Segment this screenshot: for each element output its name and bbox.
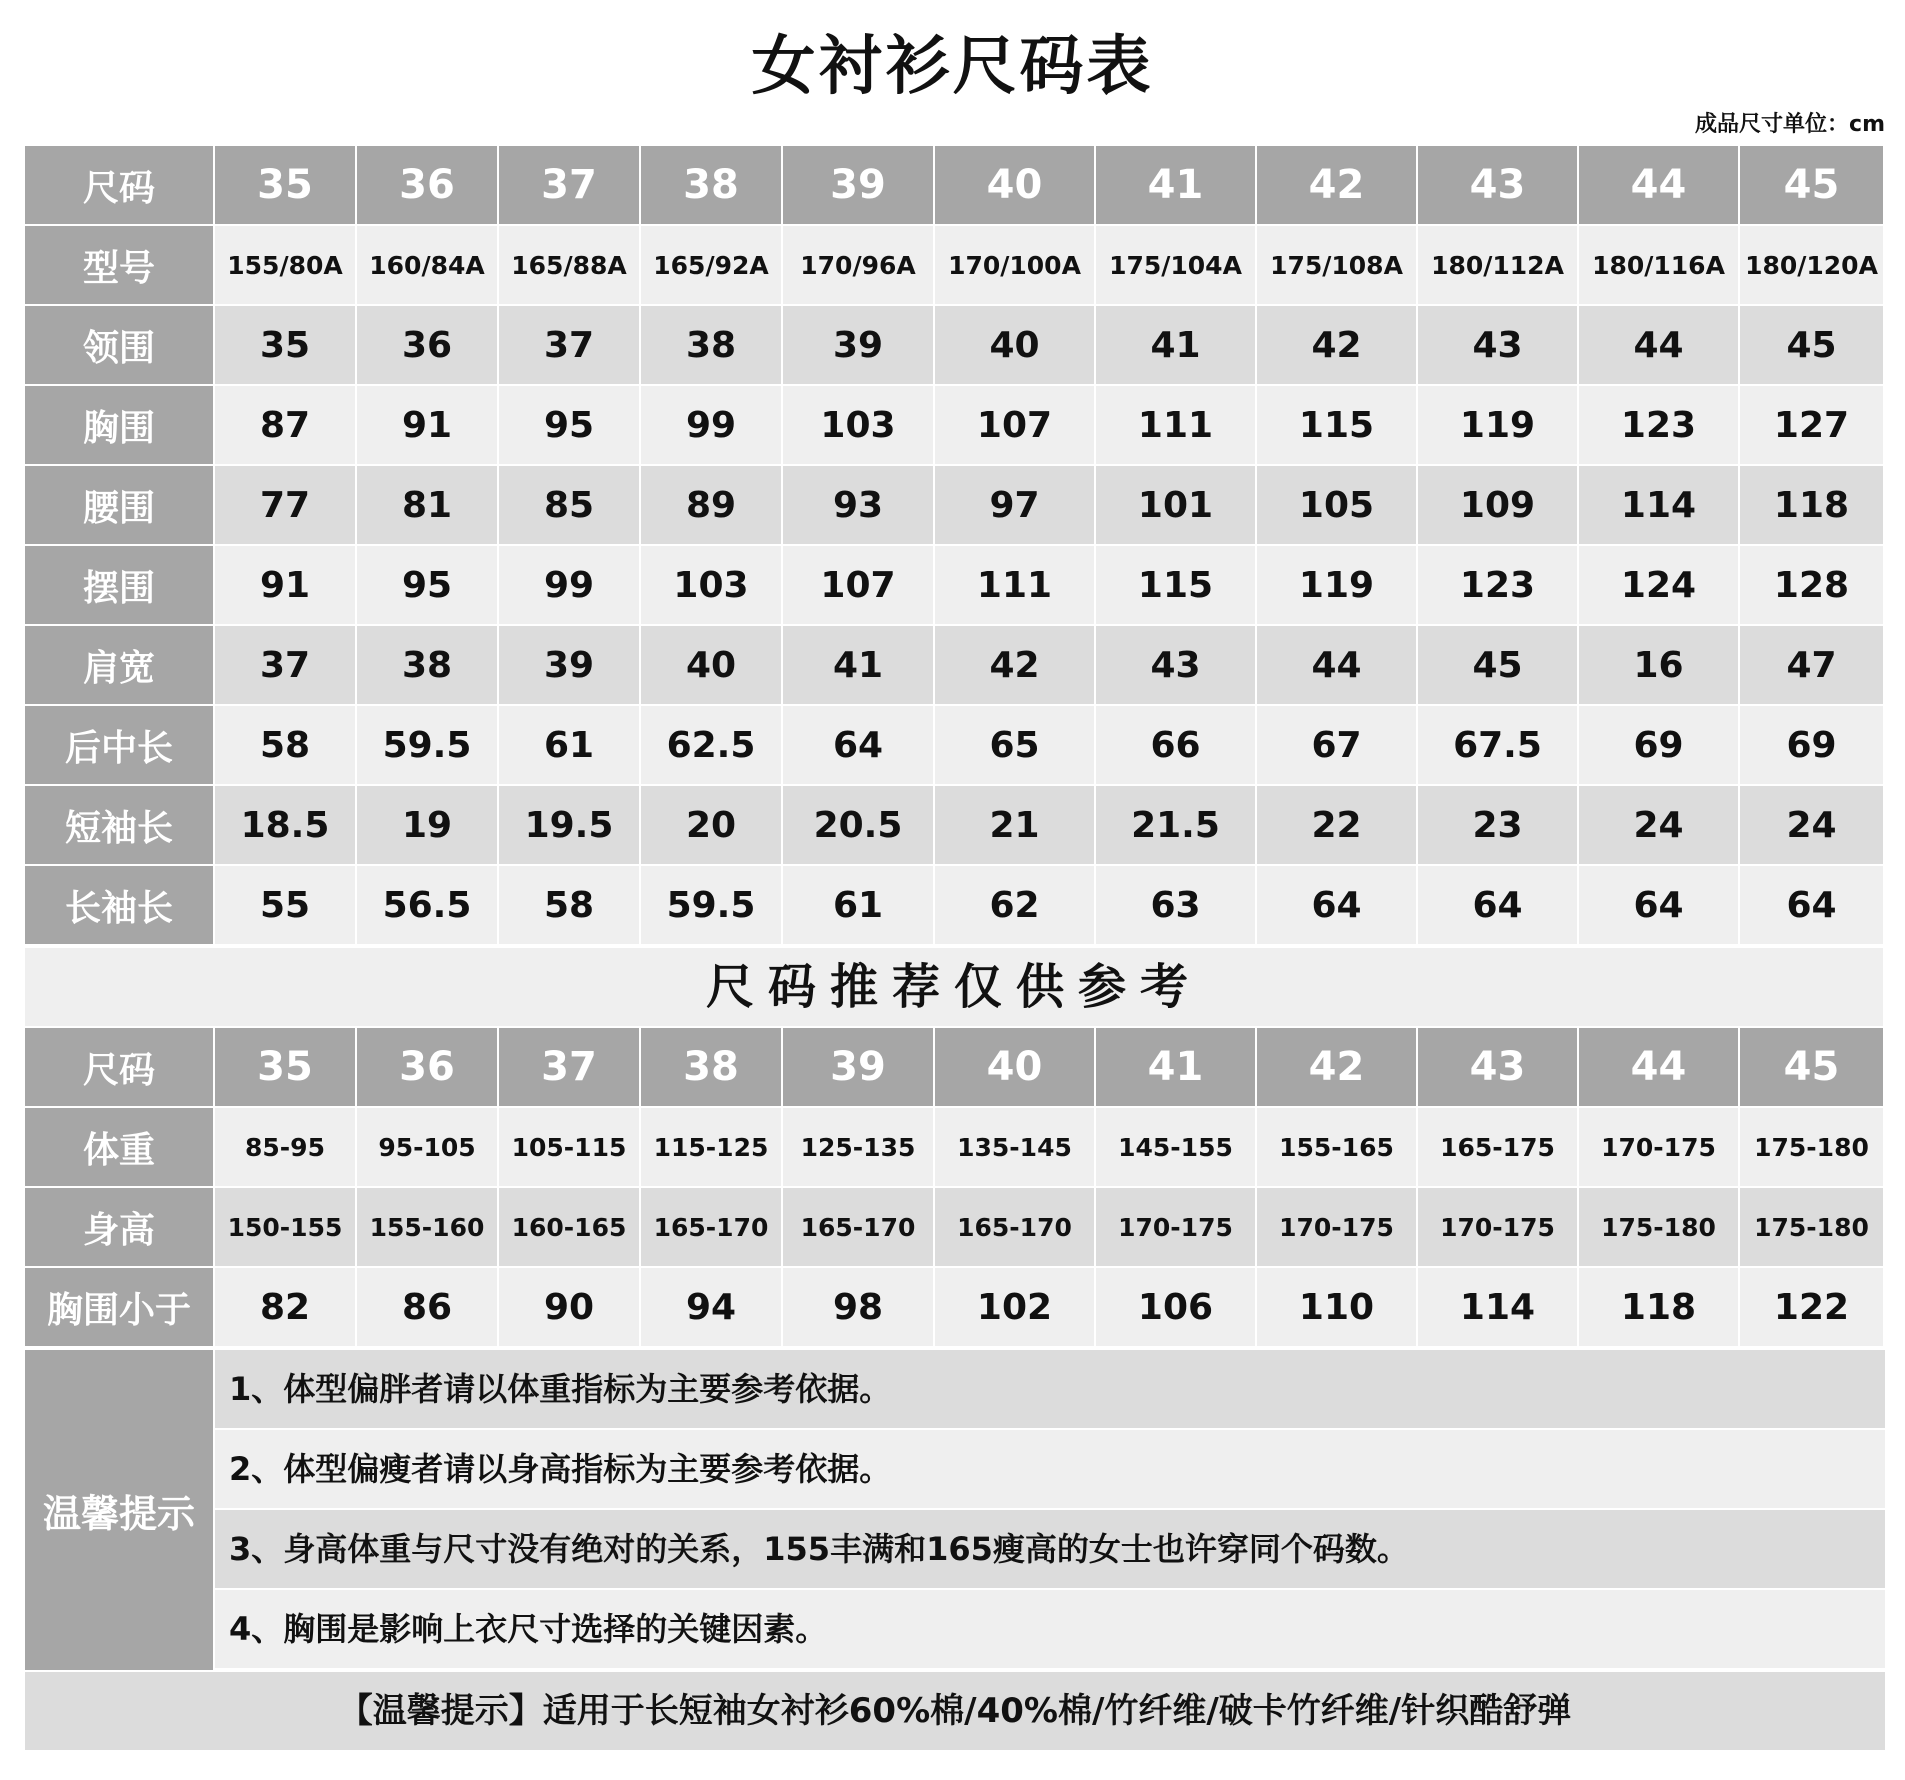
table-cell: 180/116A bbox=[1579, 226, 1740, 306]
unit-note: 成品尺寸单位：cm bbox=[1695, 112, 1885, 137]
row-label: 腰围 bbox=[25, 466, 215, 546]
table-cell: 81 bbox=[357, 466, 499, 546]
size-header-cell: 40 bbox=[935, 1028, 1096, 1108]
size-header-cell: 44 bbox=[1579, 1028, 1740, 1108]
table-cell: 91 bbox=[215, 546, 357, 626]
table-cell: 37 bbox=[499, 306, 641, 386]
table-cell: 67.5 bbox=[1418, 706, 1579, 786]
table-cell: 24 bbox=[1579, 786, 1740, 866]
table-cell: 115-125 bbox=[641, 1108, 783, 1188]
table-row bbox=[25, 386, 1885, 466]
table-cell: 99 bbox=[499, 546, 641, 626]
table-cell: 35 bbox=[215, 306, 357, 386]
recommend-table bbox=[25, 1028, 1885, 1348]
table-cell: 114 bbox=[1418, 1268, 1579, 1348]
table-cell: 45 bbox=[1740, 306, 1885, 386]
table-cell: 69 bbox=[1740, 706, 1885, 786]
size-header-cell: 38 bbox=[641, 146, 783, 226]
table-cell: 20.5 bbox=[783, 786, 935, 866]
table-cell: 44 bbox=[1579, 306, 1740, 386]
table-cell: 87 bbox=[215, 386, 357, 466]
table-cell: 37 bbox=[215, 626, 357, 706]
table-cell: 63 bbox=[1096, 866, 1257, 946]
table-cell: 62 bbox=[935, 866, 1096, 946]
table-cell: 22 bbox=[1257, 786, 1418, 866]
table-cell: 41 bbox=[783, 626, 935, 706]
table-cell: 155/80A bbox=[215, 226, 357, 306]
table-cell: 111 bbox=[1096, 386, 1257, 466]
table-header-row bbox=[25, 146, 1885, 226]
table-cell: 94 bbox=[641, 1268, 783, 1348]
size-header-cell: 38 bbox=[641, 1028, 783, 1108]
table-cell: 123 bbox=[1579, 386, 1740, 466]
table-cell: 160/84A bbox=[357, 226, 499, 306]
row-label: 摆围 bbox=[25, 546, 215, 626]
table-cell: 42 bbox=[1257, 306, 1418, 386]
table-cell: 59.5 bbox=[357, 706, 499, 786]
table-cell: 170/96A bbox=[783, 226, 935, 306]
size-header-cell: 43 bbox=[1418, 1028, 1579, 1108]
table-cell: 44 bbox=[1257, 626, 1418, 706]
table-cell: 102 bbox=[935, 1268, 1096, 1348]
table-cell: 43 bbox=[1418, 306, 1579, 386]
table-row bbox=[25, 1268, 1885, 1348]
table-cell: 103 bbox=[783, 386, 935, 466]
row-label: 肩宽 bbox=[25, 626, 215, 706]
table-cell: 16 bbox=[1579, 626, 1740, 706]
table-cell: 39 bbox=[783, 306, 935, 386]
row-label: 胸围 bbox=[25, 386, 215, 466]
size-header-cell: 41 bbox=[1096, 1028, 1257, 1108]
table-cell: 40 bbox=[641, 626, 783, 706]
table-cell: 41 bbox=[1096, 306, 1257, 386]
table-cell: 40 bbox=[935, 306, 1096, 386]
table-cell: 61 bbox=[783, 866, 935, 946]
table-cell: 82 bbox=[215, 1268, 357, 1348]
table-cell: 115 bbox=[1257, 386, 1418, 466]
tip-line: 2、体型偏瘦者请以身高指标为主要参考依据。 bbox=[215, 1430, 1885, 1508]
table-cell: 165/92A bbox=[641, 226, 783, 306]
row-label: 体重 bbox=[25, 1108, 215, 1188]
table-cell: 107 bbox=[935, 386, 1096, 466]
size-header-cell: 44 bbox=[1579, 146, 1740, 226]
table-cell: 85-95 bbox=[215, 1108, 357, 1188]
row-label: 尺码 bbox=[25, 146, 215, 226]
table-cell: 67 bbox=[1257, 706, 1418, 786]
table-cell: 85 bbox=[499, 466, 641, 546]
table-cell: 23 bbox=[1418, 786, 1579, 866]
table-cell: 175-180 bbox=[1740, 1188, 1885, 1268]
tip-line: 3、身高体重与尺寸没有绝对的关系，155丰满和165瘦高的女士也许穿同个码数。 bbox=[215, 1510, 1885, 1588]
table-cell: 175/104A bbox=[1096, 226, 1257, 306]
size-header-cell: 41 bbox=[1096, 146, 1257, 226]
table-row bbox=[25, 786, 1885, 866]
table-cell: 165-170 bbox=[641, 1188, 783, 1268]
table-cell: 107 bbox=[783, 546, 935, 626]
page-title: 女衬衫尺码表 bbox=[751, 30, 1154, 104]
table-cell: 170-175 bbox=[1096, 1188, 1257, 1268]
table-cell: 86 bbox=[357, 1268, 499, 1348]
table-cell: 98 bbox=[783, 1268, 935, 1348]
table-cell: 21.5 bbox=[1096, 786, 1257, 866]
size-header-cell: 39 bbox=[783, 146, 935, 226]
size-header-cell: 35 bbox=[215, 1028, 357, 1108]
table-cell: 165-170 bbox=[935, 1188, 1096, 1268]
footer-note: 【温馨提示】适用于长短袖女衬衫60%棉/40%棉/竹纤维/破卡竹纤维/针织酷舒弹 bbox=[25, 1672, 1885, 1750]
table-cell: 170-175 bbox=[1418, 1188, 1579, 1268]
table-cell: 165/88A bbox=[499, 226, 641, 306]
table-cell: 128 bbox=[1740, 546, 1885, 626]
table-cell: 118 bbox=[1740, 466, 1885, 546]
table-cell: 105-115 bbox=[499, 1108, 641, 1188]
table-cell: 62.5 bbox=[641, 706, 783, 786]
table-cell: 36 bbox=[357, 306, 499, 386]
row-label: 后中长 bbox=[25, 706, 215, 786]
table-cell: 39 bbox=[499, 626, 641, 706]
table-cell: 115 bbox=[1096, 546, 1257, 626]
table-cell: 170-175 bbox=[1257, 1188, 1418, 1268]
table-cell: 145-155 bbox=[1096, 1108, 1257, 1188]
table-cell: 95 bbox=[499, 386, 641, 466]
table-row bbox=[25, 866, 1885, 946]
size-header-cell: 35 bbox=[215, 146, 357, 226]
table-row bbox=[25, 546, 1885, 626]
table-cell: 180/120A bbox=[1740, 226, 1885, 306]
table-cell: 64 bbox=[783, 706, 935, 786]
size-header-cell: 36 bbox=[357, 146, 499, 226]
size-header-cell: 39 bbox=[783, 1028, 935, 1108]
size-header-cell: 37 bbox=[499, 146, 641, 226]
size-header-cell: 37 bbox=[499, 1028, 641, 1108]
size-table bbox=[25, 146, 1885, 946]
table-cell: 175-180 bbox=[1740, 1108, 1885, 1188]
size-header-cell: 42 bbox=[1257, 146, 1418, 226]
row-label: 型号 bbox=[25, 226, 215, 306]
table-cell: 66 bbox=[1096, 706, 1257, 786]
size-header-cell: 45 bbox=[1740, 1028, 1885, 1108]
table-cell: 56.5 bbox=[357, 866, 499, 946]
table-cell: 19 bbox=[357, 786, 499, 866]
table-cell: 155-160 bbox=[357, 1188, 499, 1268]
table-cell: 38 bbox=[641, 306, 783, 386]
table-cell: 170/100A bbox=[935, 226, 1096, 306]
recommend-heading: 尺码推荐仅供参考 bbox=[25, 948, 1883, 1026]
table-cell: 119 bbox=[1418, 386, 1579, 466]
table-cell: 103 bbox=[641, 546, 783, 626]
row-label: 胸围小于 bbox=[25, 1268, 215, 1348]
table-cell: 135-145 bbox=[935, 1108, 1096, 1188]
tip-line: 4、胸围是影响上衣尺寸选择的关键因素。 bbox=[215, 1590, 1885, 1668]
table-cell: 165-175 bbox=[1418, 1108, 1579, 1188]
size-header-cell: 45 bbox=[1740, 146, 1885, 226]
table-cell: 123 bbox=[1418, 546, 1579, 626]
table-row bbox=[25, 306, 1885, 386]
table-row bbox=[25, 706, 1885, 786]
table-row bbox=[25, 466, 1885, 546]
table-cell: 90 bbox=[499, 1268, 641, 1348]
table-cell: 118 bbox=[1579, 1268, 1740, 1348]
row-label: 身高 bbox=[25, 1188, 215, 1268]
table-header-row bbox=[25, 1028, 1885, 1108]
table-cell: 38 bbox=[357, 626, 499, 706]
table-cell: 58 bbox=[499, 866, 641, 946]
table-cell: 21 bbox=[935, 786, 1096, 866]
table-cell: 65 bbox=[935, 706, 1096, 786]
table-cell: 55 bbox=[215, 866, 357, 946]
table-row bbox=[25, 1108, 1885, 1188]
table-cell: 89 bbox=[641, 466, 783, 546]
table-cell: 58 bbox=[215, 706, 357, 786]
table-cell: 175/108A bbox=[1257, 226, 1418, 306]
table-cell: 24 bbox=[1740, 786, 1885, 866]
table-cell: 180/112A bbox=[1418, 226, 1579, 306]
table-cell: 95 bbox=[357, 546, 499, 626]
table-row bbox=[25, 226, 1885, 306]
table-cell: 109 bbox=[1418, 466, 1579, 546]
table-cell: 114 bbox=[1579, 466, 1740, 546]
table-cell: 124 bbox=[1579, 546, 1740, 626]
row-label: 尺码 bbox=[25, 1028, 215, 1108]
table-row bbox=[25, 1188, 1885, 1268]
size-header-cell: 36 bbox=[357, 1028, 499, 1108]
row-label: 长袖长 bbox=[25, 866, 215, 946]
table-cell: 125-135 bbox=[783, 1108, 935, 1188]
table-cell: 101 bbox=[1096, 466, 1257, 546]
table-cell: 43 bbox=[1096, 626, 1257, 706]
row-label: 领围 bbox=[25, 306, 215, 386]
size-header-cell: 40 bbox=[935, 146, 1096, 226]
table-cell: 18.5 bbox=[215, 786, 357, 866]
table-cell: 69 bbox=[1579, 706, 1740, 786]
table-cell: 19.5 bbox=[499, 786, 641, 866]
table-cell: 160-165 bbox=[499, 1188, 641, 1268]
table-cell: 99 bbox=[641, 386, 783, 466]
table-cell: 47 bbox=[1740, 626, 1885, 706]
table-cell: 110 bbox=[1257, 1268, 1418, 1348]
table-cell: 77 bbox=[215, 466, 357, 546]
table-cell: 165-170 bbox=[783, 1188, 935, 1268]
table-cell: 127 bbox=[1740, 386, 1885, 466]
table-cell: 175-180 bbox=[1579, 1188, 1740, 1268]
table-cell: 105 bbox=[1257, 466, 1418, 546]
tips-label: 温馨提示 bbox=[25, 1350, 213, 1670]
table-cell: 64 bbox=[1257, 866, 1418, 946]
table-cell: 150-155 bbox=[215, 1188, 357, 1268]
tips-section bbox=[25, 1350, 1885, 1670]
size-header-cell: 42 bbox=[1257, 1028, 1418, 1108]
table-cell: 61 bbox=[499, 706, 641, 786]
table-cell: 119 bbox=[1257, 546, 1418, 626]
table-cell: 95-105 bbox=[357, 1108, 499, 1188]
table-cell: 93 bbox=[783, 466, 935, 546]
table-cell: 64 bbox=[1579, 866, 1740, 946]
table-cell: 106 bbox=[1096, 1268, 1257, 1348]
table-cell: 64 bbox=[1740, 866, 1885, 946]
table-cell: 97 bbox=[935, 466, 1096, 546]
table-cell: 122 bbox=[1740, 1268, 1885, 1348]
table-cell: 91 bbox=[357, 386, 499, 466]
table-cell: 42 bbox=[935, 626, 1096, 706]
table-cell: 64 bbox=[1418, 866, 1579, 946]
table-row bbox=[25, 626, 1885, 706]
size-header-cell: 43 bbox=[1418, 146, 1579, 226]
table-cell: 111 bbox=[935, 546, 1096, 626]
table-cell: 45 bbox=[1418, 626, 1579, 706]
table-cell: 155-165 bbox=[1257, 1108, 1418, 1188]
table-cell: 20 bbox=[641, 786, 783, 866]
table-cell: 59.5 bbox=[641, 866, 783, 946]
table-cell: 170-175 bbox=[1579, 1108, 1740, 1188]
tip-line: 1、体型偏胖者请以体重指标为主要参考依据。 bbox=[215, 1350, 1885, 1428]
row-label: 短袖长 bbox=[25, 786, 215, 866]
